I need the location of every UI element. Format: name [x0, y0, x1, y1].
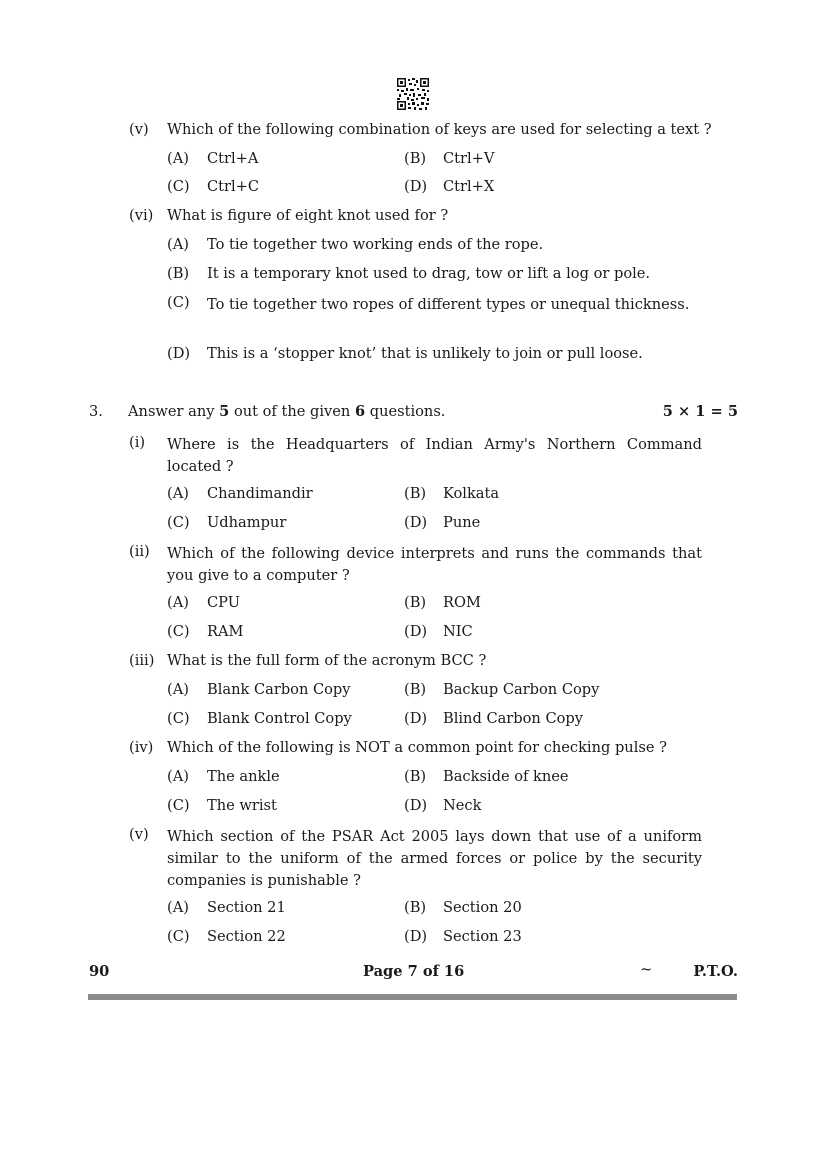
section-marks: 5 × 1 = 5	[662, 403, 738, 420]
option-label: (D)	[404, 514, 428, 531]
question-text: Which section of the PSAR Act 2005 lays down that use of a uniform similar to the uniform of the armed forces or police by the security companies is punishable ?	[167, 828, 702, 889]
option-label: (C)	[167, 294, 190, 311]
option-text: NIC	[443, 623, 473, 640]
option-text: RAM	[207, 623, 244, 640]
option-text: Ctrl+V	[443, 150, 495, 167]
qr-code-icon	[397, 78, 429, 110]
option-text: This is a ‘stopper knot’ that is unlikely to join or pull loose.	[207, 345, 643, 362]
option-label: (D)	[404, 928, 428, 945]
question-number: (iii)	[129, 652, 155, 669]
option-text: Backup Carbon Copy	[443, 681, 600, 698]
paper-code: 90	[89, 963, 110, 980]
option-label: (B)	[404, 899, 427, 916]
option-text: It is a temporary knot used to drag, tow or lift a log or pole.	[207, 265, 651, 282]
option-label: (A)	[167, 768, 189, 785]
question-text: What is the full form of the acronym BCC ?	[167, 652, 487, 669]
question-number: (ii)	[129, 543, 150, 560]
option-text: Udhampur	[207, 514, 287, 531]
option-label: (A)	[167, 681, 189, 698]
option-text: Section 22	[207, 928, 286, 945]
option-text: Chandimandir	[207, 485, 313, 502]
question-number: (i)	[129, 434, 146, 451]
option-text: Ctrl+X	[443, 178, 495, 195]
question-number: (v)	[129, 826, 149, 843]
option-text: Blank Carbon Copy	[207, 681, 351, 698]
option-text: Section 21	[207, 899, 286, 916]
option-text: Pune	[443, 514, 481, 531]
option-label: (A)	[167, 594, 189, 611]
option-label: (C)	[167, 797, 190, 814]
option-label: (D)	[404, 178, 428, 195]
question-text: Which of the following combination of keys are used for selecting a text ?	[167, 121, 712, 138]
option-label: (C)	[167, 928, 190, 945]
option-label: (A)	[167, 899, 189, 916]
option-text: Section 23	[443, 928, 522, 945]
option-label: (B)	[404, 150, 427, 167]
option-label: (B)	[167, 265, 190, 282]
option-text: Blind Carbon Copy	[443, 710, 583, 727]
option-label: (C)	[167, 514, 190, 531]
question-text: Where is the Headquarters of Indian Army's Northern Command located ?	[167, 436, 702, 475]
section-instruction: Answer any 5 out of the given 6 questions.	[128, 403, 446, 420]
option-label: (A)	[167, 485, 189, 502]
option-text: Ctrl+A	[207, 150, 259, 167]
option-text: Section 20	[443, 899, 522, 916]
footer-rule	[88, 994, 737, 1000]
option-text: Blank Control Copy	[207, 710, 352, 727]
question-text: What is figure of eight knot used for ?	[167, 207, 449, 224]
option-text: The wrist	[207, 797, 277, 814]
option-text: The ankle	[207, 768, 280, 785]
option-label: (B)	[404, 485, 427, 502]
option-text: Ctrl+C	[207, 178, 260, 195]
option-text: Backside of knee	[443, 768, 569, 785]
option-label: (B)	[404, 681, 427, 698]
option-label: (D)	[167, 345, 191, 362]
qr-code	[397, 78, 429, 110]
pto-label: P.T.O.	[693, 963, 738, 980]
option-label: (C)	[167, 178, 190, 195]
option-text: CPU	[207, 594, 241, 611]
option-label: (A)	[167, 150, 189, 167]
page-number: Page 7 of 16	[363, 963, 465, 980]
question-number: (iv)	[129, 739, 154, 756]
option-label: (D)	[404, 623, 428, 640]
question-text: Which of the following device interprets and runs the commands that you give to a computer ?	[167, 545, 702, 584]
option-label: (D)	[404, 797, 428, 814]
question-text: Which of the following is NOT a common point for checking pulse ?	[167, 739, 667, 756]
option-text: To tie together two ropes of different types or unequal thickness.	[207, 296, 690, 313]
option-label: (B)	[404, 768, 427, 785]
question-number: (vi)	[129, 207, 154, 224]
section-number: 3.	[89, 403, 103, 420]
option-text: Neck	[443, 797, 482, 814]
option-text: Kolkata	[443, 485, 500, 502]
option-label: (C)	[167, 623, 190, 640]
option-label: (D)	[404, 710, 428, 727]
option-text: To tie together two working ends of the rope.	[207, 236, 544, 253]
option-label: (C)	[167, 710, 190, 727]
option-text: ROM	[443, 594, 481, 611]
option-label: (A)	[167, 236, 189, 253]
question-number: (v)	[129, 121, 149, 138]
option-label: (B)	[404, 594, 427, 611]
tilde-mark: ~	[640, 961, 653, 978]
